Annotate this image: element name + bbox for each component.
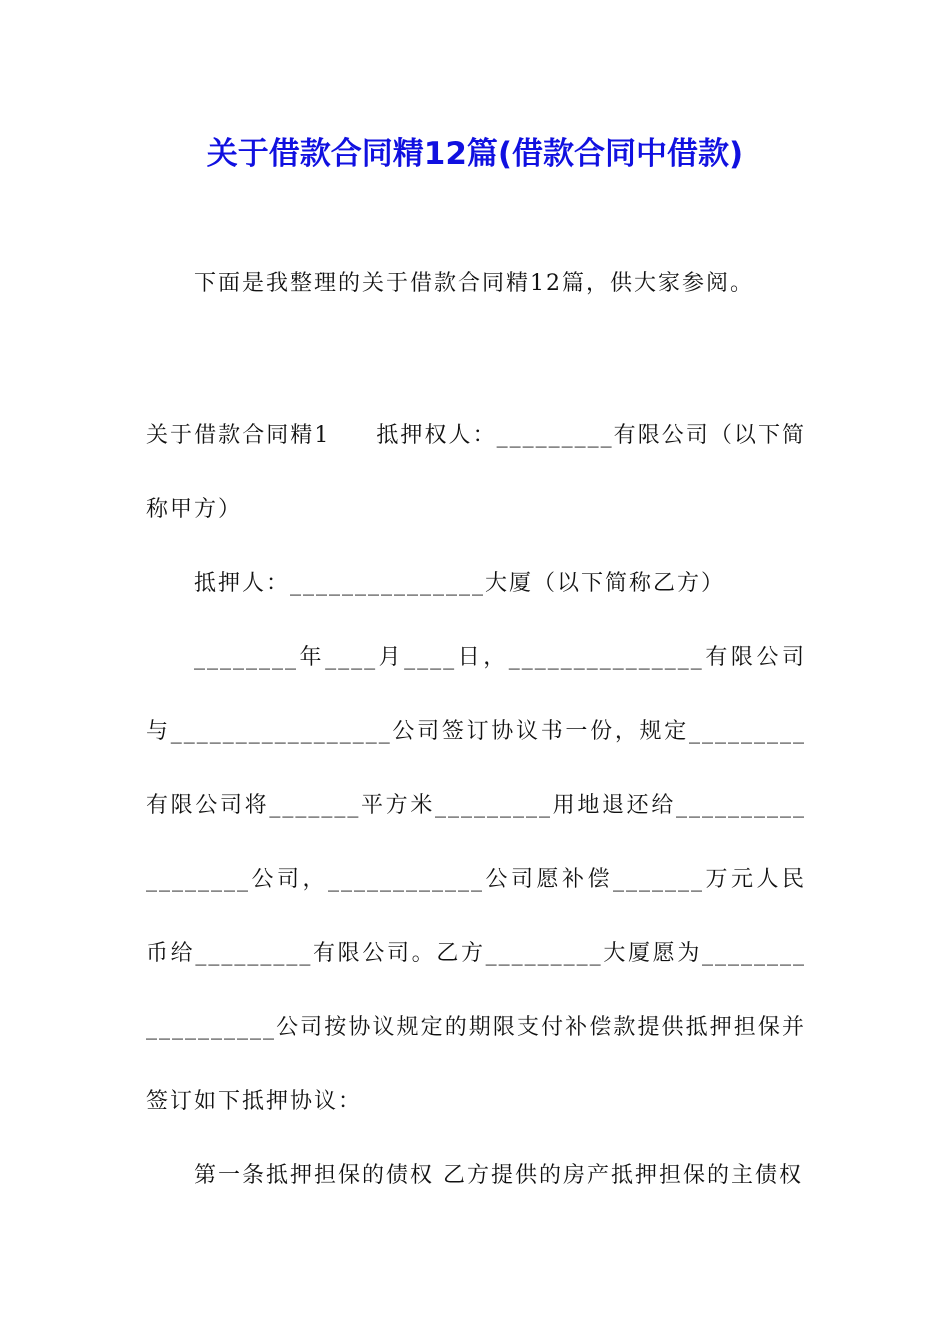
intro-paragraph: 下面是我整理的关于借款合同精12篇，供大家参阅。 (194, 271, 754, 296)
document-title: 关于借款合同精12篇(借款合同中借款) (206, 136, 744, 172)
mortgagor-paragraph: 抵押人：_______________大厦（以下简称乙方） (194, 571, 726, 596)
section-heading: 关于借款合同精1 (146, 423, 331, 448)
agreement-paragraph: ________年____月____日，_______________有限公司与_________________公司签订协议书一份，规定_________有限公司将_______平方米_________用地退还给__________________公司，____________公司愿补偿_______万元人民币给_________有限公司。乙方_________大厦愿为__________________公司按协议规定的期限支付补偿款提供抵押担保并签订如下抵押协议： (146, 645, 806, 1114)
clause-one-paragraph: 第一条抵押担保的债权 乙方提供的房产抵押担保的主债权 (194, 1163, 803, 1188)
document-body (146, 399, 806, 1213)
section-paragraph (146, 399, 806, 547)
mortgagee-text: 抵押权人：_________有限公司（以下简称甲方） (146, 423, 806, 522)
